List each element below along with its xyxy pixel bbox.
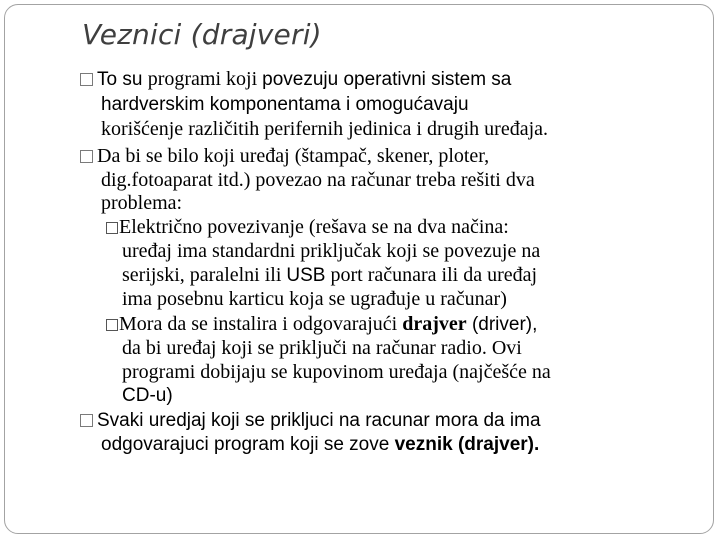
bullet-box-icon: [80, 73, 93, 86]
bullet-1-line-1: To su programi koji povezuju operativni sistem sa: [80, 68, 511, 91]
sub-bullet-1-line-2: uređaj ima standardni priključak koji se povezuje na: [122, 240, 541, 262]
bullet-2-line-3: problema:: [101, 192, 183, 214]
sub-bullet-box-icon: [106, 319, 118, 331]
bullet-3-line-2: odgovarajuci program koji se zove veznik (drajver).: [101, 434, 540, 455]
bullet-3-line-1: Svaki uredjaj koji se prikljuci na racunar mora da ima: [80, 410, 541, 432]
bullet-2-line-2: dig.fotoaparat itd.) povezao na računar treba rešiti dva: [101, 169, 535, 191]
sub-bullet-1-line-3: serijski, paralelni ili USB port računara ili da uređaj: [122, 264, 538, 286]
sub-bullet-box-icon: [106, 222, 118, 234]
sub-bullet-2-line-3: programi dobijaju se kupovinom uređaja (najčešće na: [122, 361, 551, 383]
sub-bullet-1-line-4: ima posebnu karticu koja se ugrađuje u računar): [122, 288, 507, 310]
bullet-box-icon: [80, 150, 93, 163]
sub-bullet-2-line-4: CD-u): [122, 385, 173, 406]
sub-bullet-1-line-1: Električno povezivanje (rešava se na dva načina:: [106, 216, 509, 238]
bullet-1-line-2: hardverskim komponentama i omogućavaju: [101, 94, 469, 115]
bullet-2-line-1: Da bi se bilo koji uređaj (štampač, skener, ploter,: [80, 145, 489, 167]
bullet-box-icon: [80, 414, 93, 427]
bullet-1-line-3: korišćenje različitih perifernih jedinica i drugih uređaja.: [101, 118, 549, 140]
slide-title: Veznici (drajveri): [82, 18, 322, 51]
sub-bullet-2-line-1: Mora da se instalira i odgovarajući drajver (driver),: [106, 313, 537, 336]
sub-bullet-2-line-2: da bi uređaj koji se priključi na računar radio. Ovi: [122, 337, 522, 359]
